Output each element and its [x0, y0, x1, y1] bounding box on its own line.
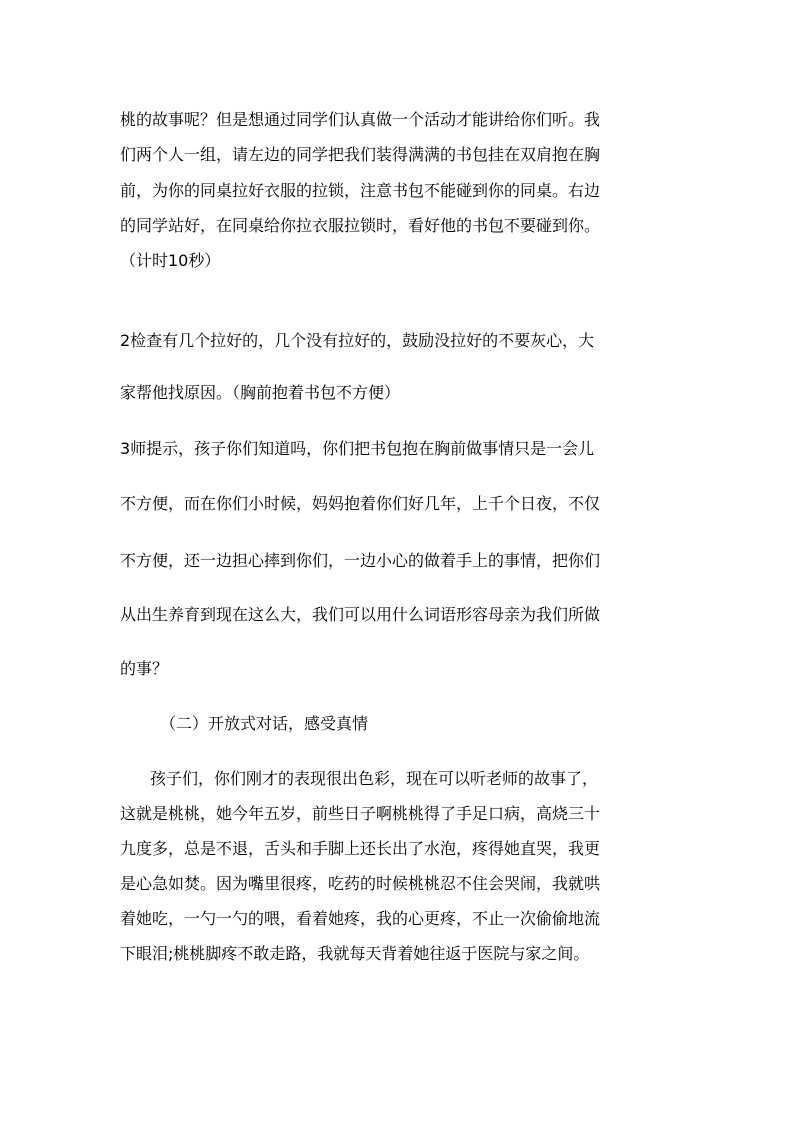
story-line-6: 下眼泪;桃桃脚疼不敢走路，我就每天背着她往返于医院与家之间。 [120, 944, 590, 963]
story-line-5: 着她吃，一勺一勺的喂，看着她疼，我的心更疼，不止一次偷偷地流 [120, 909, 601, 928]
story-line-3: 九度多，总是不退，舌头和手脚上还长出了水泡，疼得她直哭，我更 [120, 839, 601, 858]
step-2-line-1: 2检查有几个拉好的，几个没有拉好的，鼓励没拉好的不要灰心，大 [120, 331, 595, 350]
step-3-line-5: 的事？ [120, 659, 169, 678]
paragraph-line-3: 前，为你的同桌拉好衣服的拉锁，注意书包不能碰到你的同桌。右边 [120, 181, 601, 200]
paragraph-line-2: 们两个人一组，请左边的同学把我们装得满满的书包挂在双肩抱在胸 [120, 145, 601, 164]
story-line-4: 是心急如焚。因为嘴里很疼，吃药的时候桃桃忍不住会哭闹，我就哄 [120, 874, 601, 893]
paragraph-line-4: 的同学站好，在同桌给你拉衣服拉锁时，看好他的书包不要碰到你。 [120, 216, 601, 235]
section-heading: （二）开放式对话，感受真情 [160, 714, 369, 733]
paragraph-line-5: （计时10秒） [120, 251, 221, 270]
step-2-line-2: 家帮他找原因。（胸前抱着书包不方便） [120, 383, 401, 402]
step-3-line-2: 不方便，而在你们小时候，妈妈抱着你们好几年，上千个日夜，不仅 [120, 494, 601, 513]
story-line-1: 孩子们，你们刚才的表现很出色彩，现在可以听老师的故事了， [150, 769, 599, 788]
step-3-line-4: 从出生养育到现在这么大，我们可以用什么词语形容母亲为我们所做 [120, 605, 601, 624]
step-3-line-3: 不方便，还一边担心摔到你们，一边小心的做着手上的事情，把你们 [120, 551, 601, 570]
paragraph-line-1: 桃的故事呢？但是想通过同学们认真做一个活动才能讲给你们听。我 [120, 110, 601, 129]
step-3-line-1: 3师提示，孩子你们知道吗，你们把书包抱在胸前做事情只是一会儿 [120, 439, 595, 458]
story-line-2: 这就是桃桃，她今年五岁，前些日子啊桃桃得了手足口病，高烧三十 [120, 804, 601, 823]
